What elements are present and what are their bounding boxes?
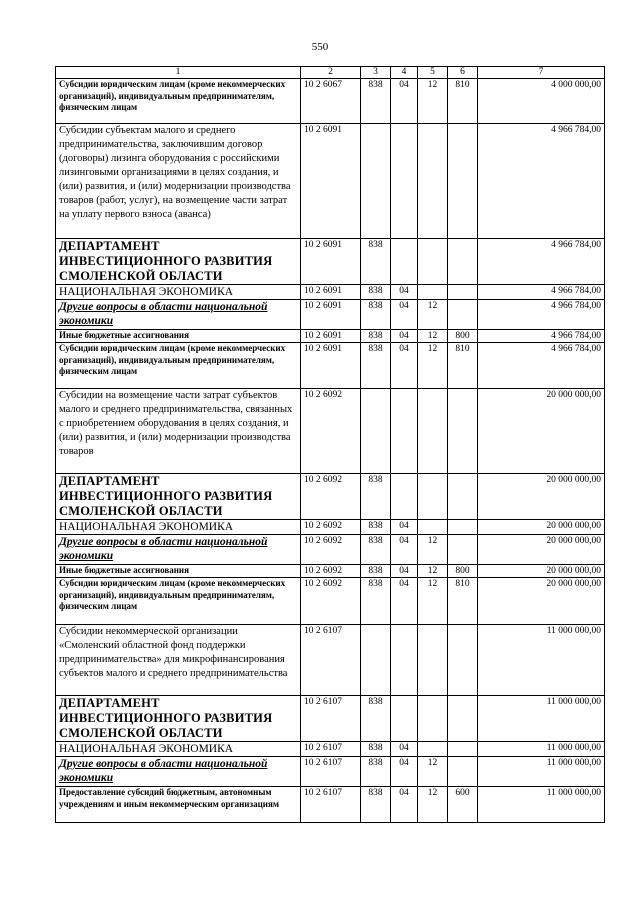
amount: 20 000 000,00 (478, 578, 605, 625)
table-row (56, 696, 605, 742)
amount: 4 966 784,00 (478, 285, 605, 300)
section-code: 04 (391, 343, 418, 389)
ministry-code: 838 (361, 79, 391, 124)
expense-type-code (448, 239, 478, 285)
column-header-5: 5 (418, 67, 448, 79)
ministry-code: 838 (361, 578, 391, 625)
table-row (56, 787, 605, 823)
section-code (391, 474, 418, 520)
table-row (56, 625, 605, 696)
subsection-code (418, 389, 448, 474)
subsection-code: 12 (418, 578, 448, 625)
row-name: Субсидии юридическим лицам (кроме некоммерческих организаций), индивидуальным предпринимателям, физическим лицам (56, 578, 301, 625)
target-code: 10 2 6107 (301, 757, 361, 787)
target-code: 10 2 6091 (301, 285, 361, 300)
table-row (56, 124, 605, 239)
row-name (56, 757, 301, 787)
ministry-code: 838 (361, 343, 391, 389)
target-code: 10 2 6092 (301, 535, 361, 565)
target-code: 10 2 6091 (301, 124, 361, 239)
row-name: ДЕПАРТАМЕНТ ИНВЕСТИЦИОННОГО РАЗВИТИЯ СМОЛЕНСКОЙ ОБЛАСТИ (56, 474, 301, 520)
section-code: 04 (391, 757, 418, 787)
ministry-code: 838 (361, 565, 391, 578)
subsection-code: 12 (418, 330, 448, 343)
subsection-code: 12 (418, 79, 448, 124)
ministry-code: 838 (361, 330, 391, 343)
subsection-code (418, 474, 448, 520)
row-name (56, 535, 301, 565)
amount: 20 000 000,00 (478, 520, 605, 535)
row-name: Субсидии некоммерческой организации «Смоленский областной фонд поддержки предпринимательства» для микрофинансирования субъектов малого и среднего предпринимательства (56, 625, 301, 696)
amount: 11 000 000,00 (478, 625, 605, 696)
table-row (56, 285, 605, 300)
amount: 20 000 000,00 (478, 474, 605, 520)
expense-type-code: 810 (448, 79, 478, 124)
amount: 11 000 000,00 (478, 742, 605, 757)
section-code (391, 124, 418, 239)
row-name: ДЕПАРТАМЕНТ ИНВЕСТИЦИОННОГО РАЗВИТИЯ СМОЛЕНСКОЙ ОБЛАСТИ (56, 239, 301, 285)
expense-type-code: 800 (448, 330, 478, 343)
subsection-code: 12 (418, 300, 448, 330)
table-row (56, 474, 605, 520)
row-name: ДЕПАРТАМЕНТ ИНВЕСТИЦИОННОГО РАЗВИТИЯ СМОЛЕНСКОЙ ОБЛАСТИ (56, 696, 301, 742)
row-name-text: Другие вопросы в области национальной экономики (59, 301, 268, 327)
row-name: Субсидии юридическим лицам (кроме некоммерческих организаций), индивидуальным предпринимателям, физическим лицам (56, 79, 301, 124)
page-number: 550 (311, 41, 329, 53)
table-row (56, 535, 605, 565)
subsection-code: 12 (418, 757, 448, 787)
ministry-code (361, 124, 391, 239)
ministry-code: 838 (361, 757, 391, 787)
section-code: 04 (391, 535, 418, 565)
target-code: 10 2 6092 (301, 565, 361, 578)
target-code: 10 2 6092 (301, 578, 361, 625)
expense-type-code (448, 389, 478, 474)
row-name (56, 300, 301, 330)
row-name: Субсидии на возмещение части затрат субъектов малого и среднего предпринимательства, связанных с приобретением оборудования в целях создания, и (или) развития, и (или) модернизации производства товаров (56, 389, 301, 474)
amount: 4 966 784,00 (478, 343, 605, 389)
row-name: НАЦИОНАЛЬНАЯ ЭКОНОМИКА (56, 742, 301, 757)
target-code: 10 2 6091 (301, 343, 361, 389)
target-code: 10 2 6107 (301, 742, 361, 757)
subsection-code (418, 625, 448, 696)
table-row (56, 239, 605, 285)
ministry-code: 838 (361, 239, 391, 285)
row-name-text: Другие вопросы в области национальной экономики (59, 536, 268, 562)
target-code: 10 2 6107 (301, 625, 361, 696)
target-code: 10 2 6067 (301, 79, 361, 124)
amount: 11 000 000,00 (478, 757, 605, 787)
expense-type-code (448, 285, 478, 300)
section-code (391, 389, 418, 474)
expense-type-code (448, 535, 478, 565)
amount: 11 000 000,00 (478, 787, 605, 823)
amount: 4 966 784,00 (478, 239, 605, 285)
subsection-code (418, 742, 448, 757)
row-name: Иные бюджетные ассигнования (56, 565, 301, 578)
table-row (56, 343, 605, 389)
table-row (56, 578, 605, 625)
section-code: 04 (391, 742, 418, 757)
subsection-code (418, 285, 448, 300)
table-body (56, 79, 605, 823)
amount: 4 966 784,00 (478, 124, 605, 239)
expense-type-code: 800 (448, 565, 478, 578)
expense-type-code (448, 300, 478, 330)
table-row (56, 520, 605, 535)
subsection-code (418, 124, 448, 239)
expense-type-code: 810 (448, 343, 478, 389)
section-code (391, 696, 418, 742)
subsection-code: 12 (418, 535, 448, 565)
section-code (391, 239, 418, 285)
row-name: Субсидии юридическим лицам (кроме некоммерческих организаций), индивидуальным предпринимателям, физическим лицам (56, 343, 301, 389)
expense-type-code: 600 (448, 787, 478, 823)
section-code: 04 (391, 787, 418, 823)
expense-type-code: 810 (448, 578, 478, 625)
section-code (391, 625, 418, 696)
target-code: 10 2 6091 (301, 330, 361, 343)
target-code: 10 2 6107 (301, 787, 361, 823)
ministry-code: 838 (361, 300, 391, 330)
target-code: 10 2 6091 (301, 300, 361, 330)
section-code: 04 (391, 300, 418, 330)
expense-type-code (448, 696, 478, 742)
row-name: НАЦИОНАЛЬНАЯ ЭКОНОМИКА (56, 520, 301, 535)
table-row (56, 389, 605, 474)
column-header-3: 3 (361, 67, 391, 79)
table-row (56, 565, 605, 578)
table-row (56, 757, 605, 787)
amount: 20 000 000,00 (478, 389, 605, 474)
ministry-code: 838 (361, 787, 391, 823)
ministry-code: 838 (361, 520, 391, 535)
column-header-2: 2 (301, 67, 361, 79)
subsection-code: 12 (418, 787, 448, 823)
ministry-code (361, 389, 391, 474)
expense-type-code (448, 742, 478, 757)
row-name: Иные бюджетные ассигнования (56, 330, 301, 343)
target-code: 10 2 6092 (301, 389, 361, 474)
ministry-code: 838 (361, 285, 391, 300)
amount: 11 000 000,00 (478, 696, 605, 742)
table-row (56, 300, 605, 330)
table-row (56, 742, 605, 757)
ministry-code: 838 (361, 696, 391, 742)
column-header-7: 7 (478, 67, 605, 79)
section-code: 04 (391, 330, 418, 343)
amount: 20 000 000,00 (478, 565, 605, 578)
ministry-code: 838 (361, 474, 391, 520)
row-name: Предоставление субсидий бюджетным, автономным учреждениям и иным некоммерческим организациям (56, 787, 301, 823)
ministry-code: 838 (361, 742, 391, 757)
amount: 4 000 000,00 (478, 79, 605, 124)
section-code: 04 (391, 565, 418, 578)
amount: 20 000 000,00 (478, 535, 605, 565)
expense-type-code (448, 124, 478, 239)
ministry-code (361, 625, 391, 696)
row-name-text: Другие вопросы в области национальной экономики (59, 758, 268, 784)
row-name: НАЦИОНАЛЬНАЯ ЭКОНОМИКА (56, 285, 301, 300)
section-code: 04 (391, 520, 418, 535)
row-name: Субсидии субъектам малого и среднего предпринимательства, заключившим договор (договоры) лизинга оборудования с российскими лизинговыми организациями в целях создания, и (или) развития, и (или) модернизации производства товаров (работ, услуг), на возмещение части затрат на уплату первого взноса (аванса) (56, 124, 301, 239)
subsection-code (418, 520, 448, 535)
amount: 4 966 784,00 (478, 300, 605, 330)
amount: 4 966 784,00 (478, 330, 605, 343)
column-number-row (56, 67, 605, 79)
subsection-code: 12 (418, 565, 448, 578)
target-code: 10 2 6091 (301, 239, 361, 285)
section-code: 04 (391, 79, 418, 124)
target-code: 10 2 6092 (301, 520, 361, 535)
section-code: 04 (391, 285, 418, 300)
column-header-4: 4 (391, 67, 418, 79)
target-code: 10 2 6092 (301, 474, 361, 520)
expense-type-code (448, 757, 478, 787)
subsection-code (418, 696, 448, 742)
target-code: 10 2 6107 (301, 696, 361, 742)
expense-type-code (448, 474, 478, 520)
budget-table (55, 66, 605, 823)
column-header-1: 1 (56, 67, 301, 79)
expense-type-code (448, 520, 478, 535)
column-header-6: 6 (448, 67, 478, 79)
subsection-code: 12 (418, 343, 448, 389)
section-code: 04 (391, 578, 418, 625)
subsection-code (418, 239, 448, 285)
ministry-code: 838 (361, 535, 391, 565)
expense-type-code (448, 625, 478, 696)
table-row (56, 330, 605, 343)
table-row (56, 79, 605, 124)
